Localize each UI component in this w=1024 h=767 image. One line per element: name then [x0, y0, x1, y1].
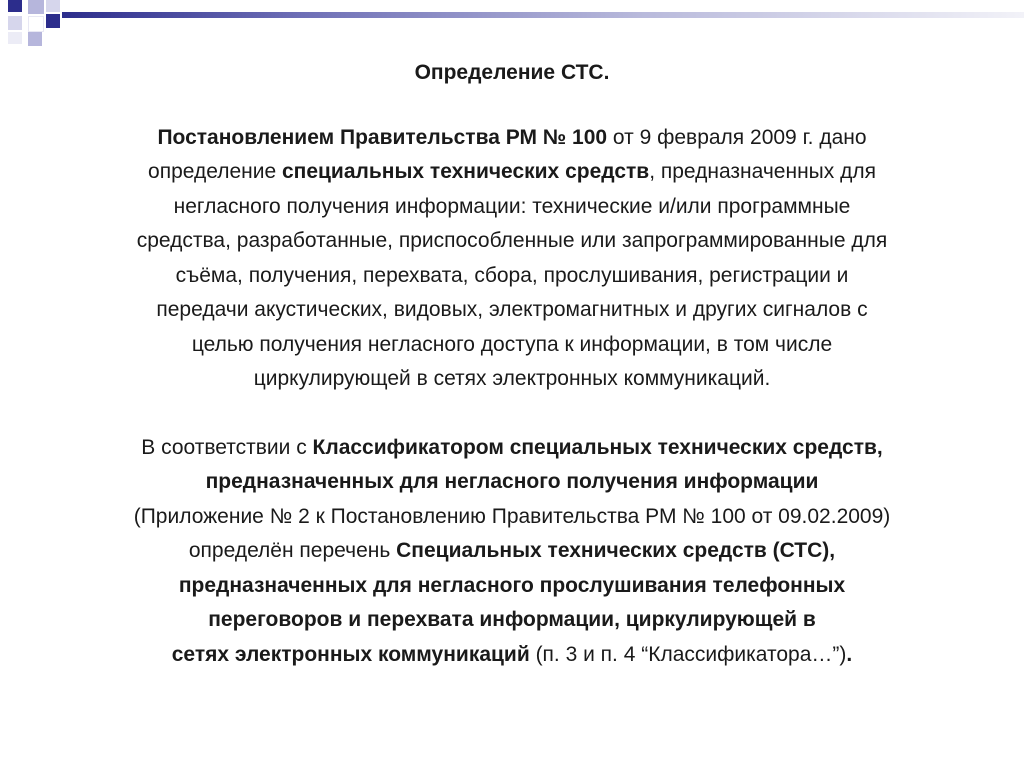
text-line: циркулирующей в сетях электронных коммуникаций.: [253, 367, 771, 390]
text-line: передачи акустических, видовых, электромагнитных и других сигналов с: [156, 298, 868, 321]
text-line: Постановлением Правительства РМ № 100 от 9 февраля 2009 г. дано: [157, 125, 867, 149]
header-gradient-bar: [62, 12, 1024, 18]
text-line: предназначенных для негласного получения информации: [205, 470, 819, 493]
text-line: (Приложение № 2 к Постановлению Правительства РМ № 100 от 09.02.2009): [133, 504, 891, 528]
definition-paragraph: [30, 121, 994, 397]
text-line: переговоров и перехвата информации, циркулирующей в: [208, 608, 816, 631]
decor-square: [28, 16, 44, 32]
classifier-paragraph: [30, 431, 994, 673]
decor-square: [28, 32, 42, 46]
text-line: целью получения негласного доступа к информации, в том числе: [191, 332, 833, 356]
text-line: съёма, получения, перехвата, сбора, прослушивания, регистрации и: [175, 263, 849, 287]
decor-square: [8, 0, 22, 12]
text-line: В соответствии с Классификатором специальных технических средств,: [141, 435, 883, 459]
decor-square: [8, 16, 22, 30]
decor-square: [46, 14, 60, 28]
decor-square: [46, 0, 60, 12]
text-line: определён перечень Специальных технических средств (СТС),: [188, 539, 836, 562]
decor-square: [28, 0, 44, 14]
decor-square: [8, 32, 22, 44]
slide-content: [30, 56, 994, 672]
text-line: предназначенных для негласного прослушивания телефонных: [178, 573, 846, 597]
text-line: сетях электронных коммуникаций (п. 3 и п. 4 “Классификатора…”).: [171, 642, 853, 666]
slide-title: Определение СТС.: [414, 61, 610, 84]
text-line: определение специальных технических средств, предназначенных для: [148, 160, 876, 183]
text-line: средства, разработанные, приспособленные или запрограммированные для: [136, 229, 888, 252]
text-line: негласного получения информации: технические и/или программные: [173, 194, 851, 218]
